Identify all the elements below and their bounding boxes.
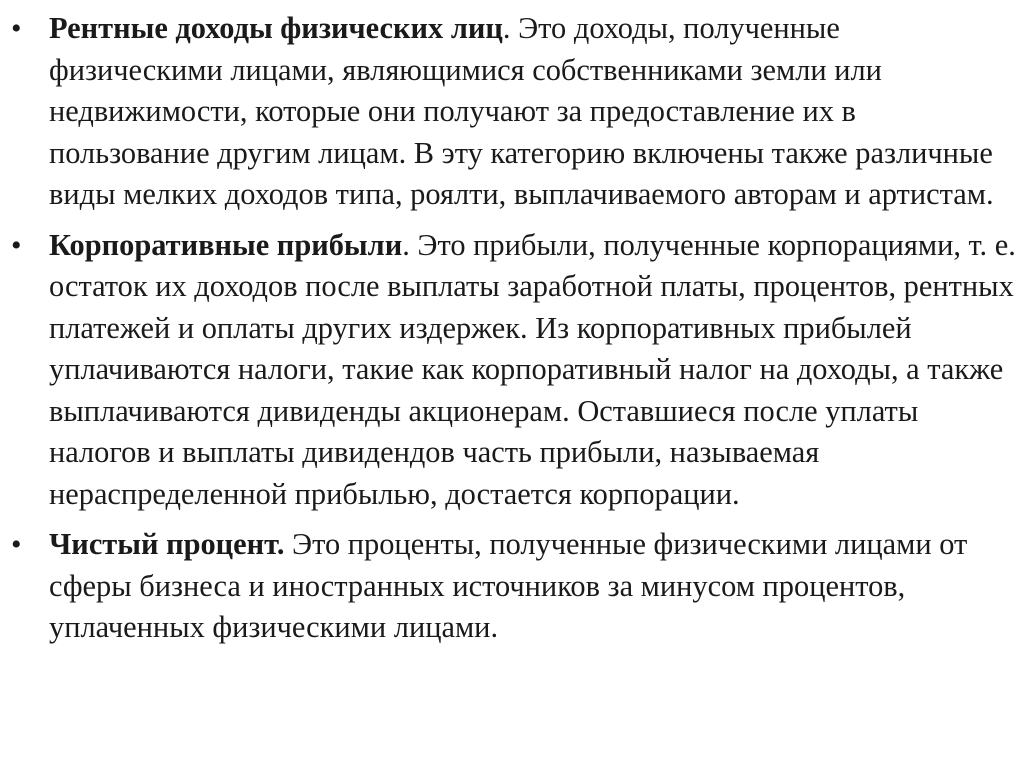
- bullet-rent-income: [11, 8, 1019, 216]
- bullet-text: . Это прибыли, полученные корпорациями, т. е. остаток их доходов после выплаты заработной платы, процентов, рентных платежей и оплаты других издержек. Из корпоративных прибылей уплачиваются налоги, такие как корпоративный налог на доходы, а также выплачиваются дивиденды акционерам. Оставшиеся после уплаты налогов и выплаты дивидендов часть прибыли, называемая нераспределенной прибылью, достается корпорации.: [49, 227, 1016, 511]
- bullet-marker: •: [11, 528, 22, 561]
- bullet-text: Это проценты, полученные физическими лицами от сферы бизнеса и иностранных источников за минусом процентов, уплаченных физическими лицами.: [49, 527, 968, 644]
- bullet-term: Корпоративные прибыли: [49, 227, 403, 262]
- bullet-term: Чистый процент.: [49, 527, 285, 561]
- bullet-list: [11, 8, 1019, 658]
- bullet-term: Рентные доходы физических лиц: [49, 11, 503, 45]
- bullet-corporate-profits: [11, 225, 1019, 516]
- bullet-marker: •: [11, 12, 22, 45]
- bullet-net-interest: [11, 524, 1019, 649]
- bullet-marker: •: [11, 228, 22, 262]
- bullet-text: . Это доходы, полученные физическими лицами, являющимися собственниками земли или недвижимости, которые они получают за предоставление их в пользование другим лицам. В эту категорию включены также различные виды мелких доходов типа, роялти, выплачиваемого авторам и артистам.: [49, 11, 994, 211]
